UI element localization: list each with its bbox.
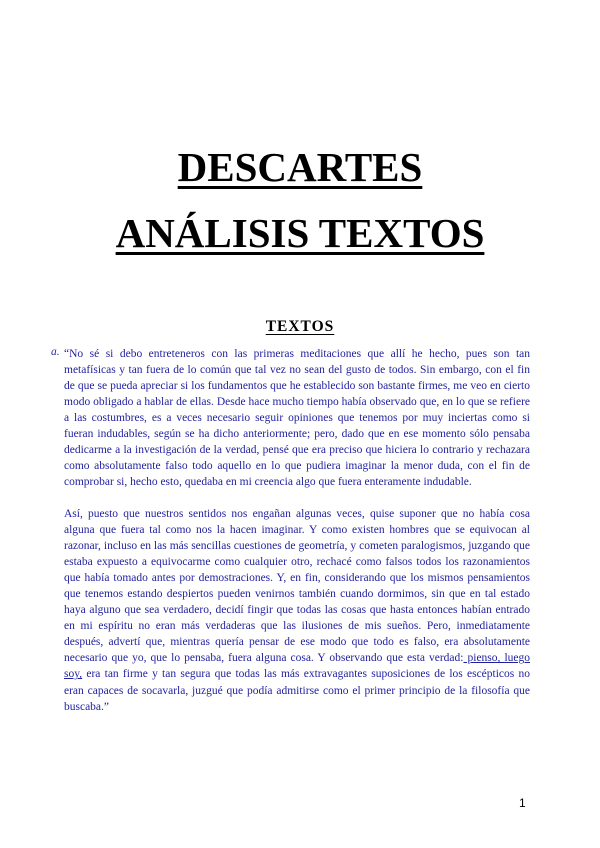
title-line-2-text: ANÁLISIS TEXTOS	[115, 210, 485, 256]
title-line-2	[0, 210, 600, 256]
paragraph-2-text-before: Así, puesto que nuestros sentidos nos engañan algunas veces, quise suponer que no había cosa alguna que fuera tal como nos la hacen imaginar. Y como existen hombres que se equivocan al razonar, incluso en las más sencillas cuestiones de geometría, y cometen paralogismos, juzgando que estaba expuesto a equivocarme como cualquier otro, rechacé como falsos todos los razonamientos que había tomado antes por demostraciones. Y, en fin, considerando que los mismos pensamientos que tenemos estando despiertos pueden venirnos también cuando dormimos, sin que en tal estado haya alguno que sea verdadero, decidí fingir que todas las cosas que hasta entonces habían entrado en mi espíritu no eran más verdaderas que las ilusiones de mis sueños. Pero, inmediatamente después, advertí que, mientras quería pensar de ese modo que todo es falso, era absolutamente necesario que yo, que lo pensaba, fuera alguna cosa. Y observando que esta verdad:	[64, 508, 530, 665]
title-line-1-text: DESCARTES	[177, 144, 423, 190]
paragraph-1: “No sé si debo entreteneros con las primeras meditaciones que allí he hecho, pues son tan metafísicas y tan fuera de lo común que tal vez no sean del gusto de todos. Sin embargo, con el fin de que se pueda apreciar si los fundamentos que he establecido son bastante firmes, me veo en cierto modo obligado a hablar de ellas. Desde hace mucho tiempo había observado que, en lo que se refiere a las costumbres, es a veces necesario seguir opiniones que tenemos por muy inciertas como si fueran indudables, según se ha dicho anteriormente; pero, dado que en ese momento sólo pensaba dedicarme a la investigación de la verdad, pensé que era preciso que hiciera lo contrario y rechazara como absolutamente falso todo aquello en lo que pudiera imaginar la menor duda, con el fin de comprobar si, hecho esto, quedaba en mi creencia algo que fuera enteramente indudable.	[64, 348, 530, 489]
title-line-1	[0, 144, 600, 190]
page-number: 1	[519, 796, 526, 810]
item-marker: a.	[51, 346, 60, 358]
section-heading-text: TEXTOS	[265, 318, 335, 335]
cogito-phrase: pienso, luego soy,	[64, 652, 530, 681]
paragraph-2-text-after: era tan firme y tan segura que todas las más extravagantes suposiciones de los escépticos no eran capaces de socavarla, juzgué que podía admitirse como el primer principio de la filosofía que buscaba.”	[64, 668, 530, 713]
section-heading	[0, 318, 600, 336]
paragraph-2	[64, 506, 530, 715]
